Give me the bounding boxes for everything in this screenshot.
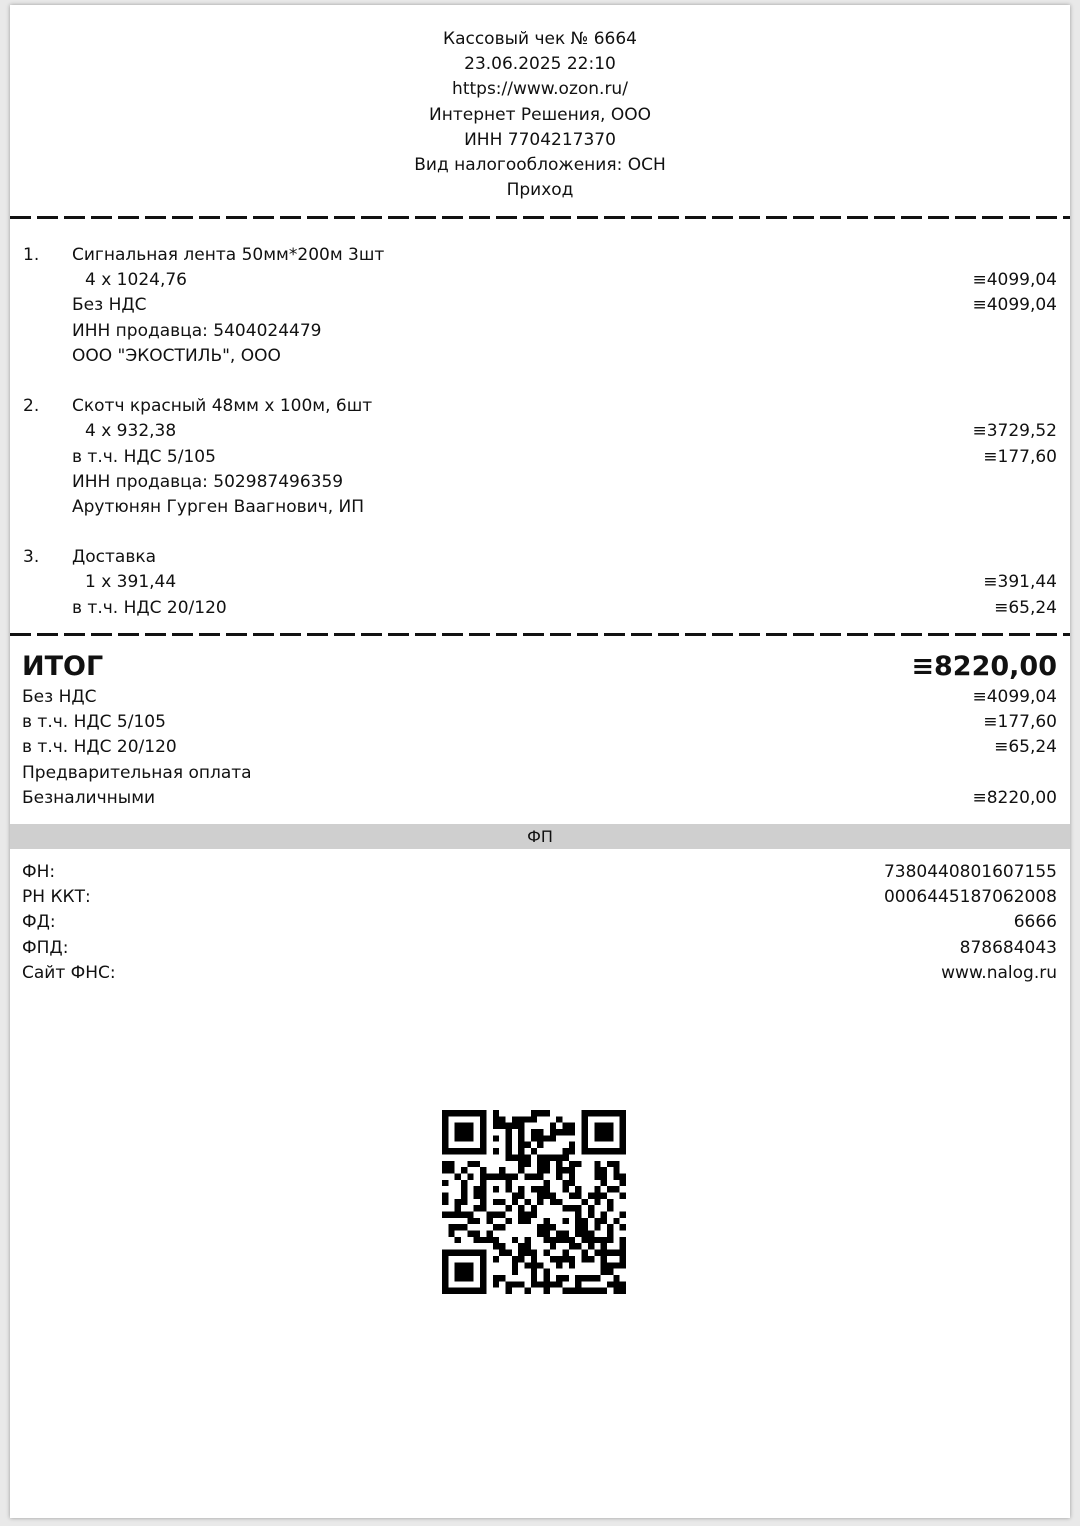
list-item bbox=[10, 243, 1070, 369]
item-vat-label: в т.ч. НДС 20/120 bbox=[72, 597, 227, 618]
item-seller-inn: ИНН продавца: 502987496359 bbox=[72, 471, 344, 492]
operation-type: Приход bbox=[506, 180, 574, 201]
fiscal-value: 878684043 bbox=[959, 937, 1057, 958]
item-seller-name: Арутюнян Гурген Ваагнович, ИП bbox=[72, 496, 365, 517]
dashed-divider bbox=[10, 633, 1070, 636]
item-number: 3. bbox=[23, 547, 40, 568]
fiscal-label: Сайт ФНС: bbox=[22, 962, 116, 983]
total-line-label: в т.ч. НДС 5/105 bbox=[22, 712, 166, 733]
item-number: 1. bbox=[23, 245, 40, 265]
fiscal-label: ФД: bbox=[22, 912, 56, 933]
total-line-label: Безналичными bbox=[22, 787, 156, 808]
dashed-divider bbox=[10, 216, 1070, 219]
item-vat-label: Без НДС bbox=[72, 295, 147, 316]
total-line-label: Без НДС bbox=[22, 687, 97, 707]
item-name: Скотч красный 48мм x 100м, 6шт bbox=[72, 396, 373, 417]
fiscal-value: www.nalog.ru bbox=[941, 962, 1057, 983]
item-qty-price: 4 x 932,38 bbox=[85, 421, 177, 442]
total-amount: ≡8220,00 bbox=[911, 651, 1057, 682]
item-seller-name: ООО "ЭКОСТИЛЬ", ООО bbox=[72, 345, 281, 366]
list-item bbox=[10, 545, 1070, 621]
total-line-value: ≡177,60 bbox=[983, 712, 1057, 733]
items-list bbox=[10, 243, 1070, 621]
store-site: https://www.ozon.ru/ bbox=[452, 79, 628, 100]
item-vat-label: в т.ч. НДС 5/105 bbox=[72, 446, 216, 467]
item-vat-amount: ≡4099,04 bbox=[972, 295, 1057, 316]
tax-system: Вид налогообложения: ОСН bbox=[414, 155, 666, 176]
item-vat-amount: ≡65,24 bbox=[994, 597, 1057, 618]
item-amount: ≡3729,52 bbox=[972, 421, 1057, 442]
fiscal-value: 6666 bbox=[1013, 912, 1057, 933]
item-amount: ≡4099,04 bbox=[972, 270, 1057, 291]
company-name: Интернет Решения, ООО bbox=[429, 104, 651, 125]
total-line-label: в т.ч. НДС 20/120 bbox=[22, 737, 177, 758]
fiscal-section bbox=[10, 860, 1070, 986]
total-line-value: ≡8220,00 bbox=[972, 787, 1057, 808]
list-item bbox=[10, 394, 1070, 520]
item-amount: ≡391,44 bbox=[983, 572, 1057, 593]
fiscal-value: 0006445187062008 bbox=[883, 887, 1057, 908]
fiscal-label: РН ККТ: bbox=[22, 887, 91, 908]
total-label: ИТОГ bbox=[22, 651, 104, 682]
receipt-title: Кассовый чек № 6664 bbox=[443, 29, 637, 49]
item-number: 2. bbox=[23, 396, 40, 417]
qr-code-icon bbox=[442, 1110, 626, 1294]
item-qty-price: 1 x 391,44 bbox=[85, 572, 177, 593]
receipt-datetime: 23.06.2025 22:10 bbox=[464, 54, 616, 75]
fiscal-value: 7380440801607155 bbox=[883, 862, 1057, 882]
receipt-page bbox=[10, 5, 1070, 1518]
item-qty-price: 4 x 1024,76 bbox=[85, 270, 187, 291]
fp-bar: ФП bbox=[10, 824, 1070, 849]
total-row bbox=[10, 649, 1070, 685]
item-name: Сигнальная лента 50мм*200м 3шт bbox=[72, 245, 385, 265]
item-name: Доставка bbox=[72, 547, 157, 568]
receipt-header bbox=[10, 5, 1070, 203]
total-line-label: Предварительная оплата bbox=[22, 762, 252, 783]
totals-section bbox=[10, 649, 1070, 811]
total-line-value: ≡65,24 bbox=[994, 737, 1057, 758]
fiscal-label: ФН: bbox=[22, 862, 56, 882]
total-line-value: ≡4099,04 bbox=[972, 687, 1057, 707]
fiscal-label: ФПД: bbox=[22, 937, 69, 958]
item-vat-amount: ≡177,60 bbox=[983, 446, 1057, 467]
item-seller-inn: ИНН продавца: 5404024479 bbox=[72, 320, 322, 341]
company-inn: ИНН 7704217370 bbox=[464, 129, 616, 150]
